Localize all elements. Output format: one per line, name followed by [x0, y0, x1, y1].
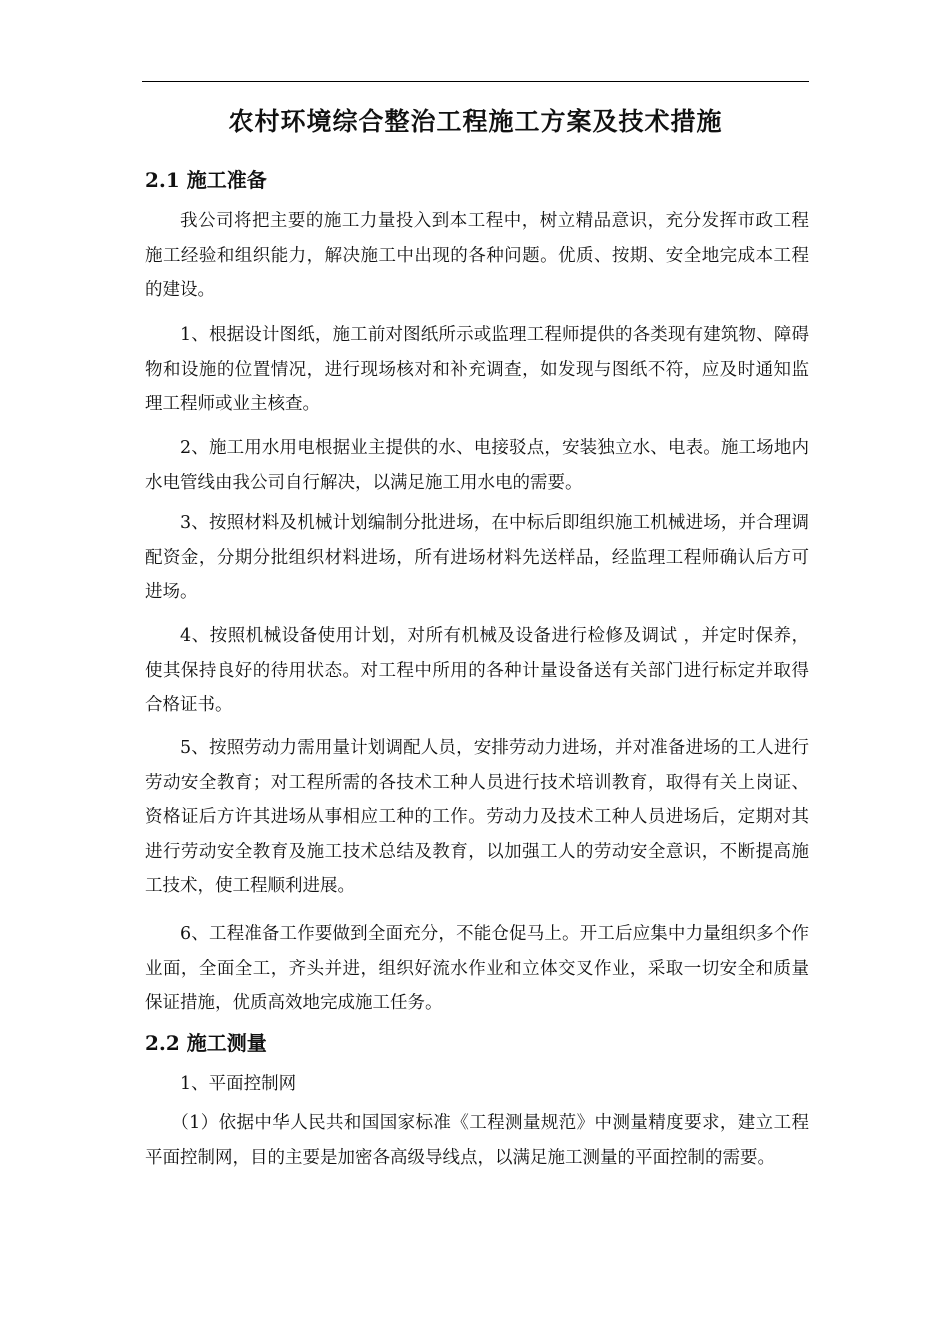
paragraph-plane-control-network: 1、平面控制网 [180, 1074, 297, 1094]
paragraph-item-1: 1、根据设计图纸，施工前对图纸所示或监理工程师提供的各类现有建筑物、障碍物和设施的位置情况，进行现场核对和补充调查，如发现与图纸不符，应及时通知监理工程师或业主核查。 [145, 325, 809, 414]
header-rule [142, 81, 809, 82]
section-heading-2-1: 2.1 施工准备 [145, 168, 267, 192]
paragraph-item-1-1: （1）依据中华人民共和国国家标准《工程测量规范》中测量精度要求，建立工程平面控制网，目的主要是加密各高级导线点，以满足施工测量的平面控制的需要。 [145, 1113, 809, 1168]
paragraph-item-2: 2、施工用水用电根据业主提供的水、电接驳点，安装独立水、电表。施工场地内水电管线由我公司自行解决，以满足施工用水电的需要。 [145, 438, 809, 493]
paragraph-item-4: 4、按照机械设备使用计划，对所有机械及设备进行检修及调试 ，并定时保养，使其保持良好的待用状态。对工程中所用的各种计量设备送有关部门进行标定并取得合格证书。 [145, 626, 809, 715]
paragraph-intro: 我公司将把主要的施工力量投入到本工程中，树立精品意识，充分发挥市政工程施工经验和组织能力，解决施工中出现的各种问题。优质、按期、安全地完成本工程的建设。 [145, 211, 809, 300]
paragraph-item-6: 6、工程准备工作要做到全面充分，不能仓促马上。开工后应集中力量组织多个作业面，全面全工，齐头并进，组织好流水作业和立体交叉作业，采取一切安全和质量保证措施，优质高效地完成施工任务。 [145, 924, 809, 1013]
paragraph-item-3: 3、按照材料及机械计划编制分批进场，在中标后即组织施工机械进场，并合理调配资金，分期分批组织材料进场，所有进场材料先送样品，经监理工程师确认后方可进场。 [145, 513, 809, 602]
section-heading-2-2: 2.2 施工测量 [145, 1031, 267, 1055]
page-title: 农村环境综合整治工程施工方案及技术措施 [228, 107, 723, 136]
paragraph-item-5: 5、按照劳动力需用量计划调配人员，安排劳动力进场，并对准备进场的工人进行劳动安全教育；对工程所需的各技术工种人员进行技术培训教育，取得有关上岗证、资格证后方许其进场从事相应工种的工作。劳动力及技术工种人员进场后，定期对其进行劳动安全教育及施工技术总结及教育，以加强工人的劳动安全意识，不断提高施工技术，使工程顺利进展。 [145, 738, 809, 896]
